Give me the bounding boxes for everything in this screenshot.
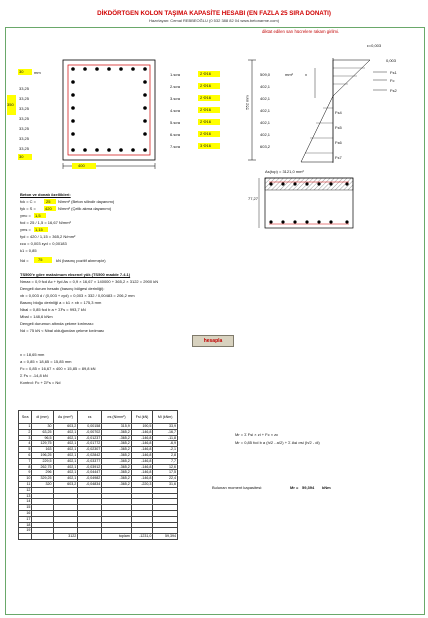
table-cell: 10 [19, 476, 32, 482]
calc-line-2: Nmax = 0,9 fcd Ac + fyd As = 0,9 × 16,67 × 140000 + 365,2 × 3122 = 2900 kN [20, 279, 159, 284]
row-spacing-3: 33,25 [19, 96, 30, 101]
table-cell: 22,4 [153, 476, 178, 482]
table-cell: -365,2 [102, 458, 132, 464]
table-cell: 402,1 [53, 435, 78, 441]
table-cell: -146,8 [131, 452, 153, 458]
hesapla-button[interactable]: hesapla [192, 335, 234, 347]
row-bars-7-input[interactable]: 3 Φ16 [198, 143, 220, 149]
gamma-c-label: γmc = [20, 213, 31, 218]
table-cell: 190,5 [131, 424, 153, 430]
rows-table [18, 410, 178, 540]
table-cell: -0,01237 [78, 435, 102, 441]
table-cell: -146,8 [131, 464, 153, 470]
table-cell: 96,5 [32, 435, 53, 441]
mm-unit: mm [34, 70, 41, 75]
table-cell: -365,2 [102, 435, 132, 441]
row-bars-5-input[interactable]: 2 Φ16 [198, 119, 220, 125]
row-area-3: 402,1 [260, 96, 271, 101]
table-cell: 2 [19, 429, 32, 435]
fyk-unit: N/mm² (Çelik akma dayanımı) [58, 206, 112, 211]
row-spacing-6: 33,25 [19, 126, 30, 131]
table-cell: -0,04834 [78, 481, 102, 487]
row-spacing-4: 33,25 [19, 106, 30, 111]
row-label-3: 3.sıra [170, 96, 181, 101]
mr-unit: kNm [322, 485, 331, 490]
table-cell: 31,6 [153, 481, 178, 487]
row-label-7: 7.sıra [170, 144, 181, 149]
table-cell: -16,7 [153, 429, 178, 435]
table-cell: 402,1 [53, 476, 78, 482]
table-cell: 2,8 [153, 452, 178, 458]
calc-line-12: Fc = 0,85 × 16,67 × 400 × 15,85 = 89,8 kN [20, 366, 96, 371]
col-header: εs [78, 411, 102, 424]
table-cell: 320 [32, 481, 53, 487]
row-label-1: 1.sıra [170, 72, 181, 77]
table-cell: -146,8 [131, 429, 153, 435]
table-cell: 63,25 [32, 429, 53, 435]
row-label-5: 5.sıra [170, 120, 181, 125]
row-spacing-5: 33,25 [19, 116, 30, 121]
col-header: Mi (kNm) [153, 411, 178, 424]
calc-line-9: Nd = 75 kN < Nbal olduğundan çekme kırılması [20, 328, 105, 333]
rebars [71, 67, 147, 152]
row-area-4: 402,1 [260, 108, 271, 113]
calc-line-1: TS500'e göre maksimum eksenel yük (TS500 madde 7.4.1) [20, 272, 131, 277]
gamma-c-input[interactable]: 1,5 [34, 213, 46, 218]
total-as: 3122 [53, 534, 78, 540]
calc-line-7: Mbal = 148,6 kNm [20, 314, 53, 319]
stress-dim-label: 77,27 [248, 196, 259, 201]
table-cell: -0,02307 [78, 447, 102, 453]
table-cell: -0,04982 [78, 476, 102, 482]
nd-input[interactable]: 75 [34, 257, 52, 263]
table-cell: -146,8 [131, 441, 153, 447]
total-label: toplam [102, 534, 132, 540]
table-cell: 163 [32, 447, 53, 453]
total-fs: -1231,0 [131, 534, 153, 540]
table-cell: 30 [32, 424, 53, 430]
table-cell: -365,2 [102, 429, 132, 435]
row-bars-4-input[interactable]: 2 Φ16 [198, 107, 220, 113]
table-cell: -365,2 [102, 470, 132, 476]
mr-label: Mr = [290, 485, 299, 490]
materials-heading: Beton ve donatı özellikleri: [20, 192, 71, 197]
fyk-input[interactable]: 420 [44, 206, 56, 211]
table-cell: 18 [19, 522, 32, 528]
table-cell: 296 [32, 470, 53, 476]
table-cell: 11 [19, 481, 32, 487]
table-cell: 0,00158 [78, 424, 102, 430]
page-subtitle: Hazırlayan: Cemal REBBEOĞLU (0 532 388 82 04 www.betonarme.com) [148, 18, 280, 23]
force-label-fs5: Fs5 [335, 125, 342, 130]
k1-line: k1 = 0,85 [20, 248, 37, 253]
table-cell: -365,2 [102, 452, 132, 458]
table-cell: 5 [19, 447, 32, 453]
strain-top-label: ε=0,003 [367, 43, 382, 48]
neutral-axis-label: x [305, 72, 307, 77]
table-cell: 12,6 [153, 464, 178, 470]
row-bars-3-input[interactable]: 2 Φ16 [198, 95, 220, 101]
table-cell: 402,1 [53, 429, 78, 435]
summary-label: Bulunan moment kapasitesi: [212, 485, 263, 490]
gamma-s-input[interactable]: 1,15 [34, 227, 48, 232]
cover-top-input[interactable]: 30 [18, 69, 32, 75]
col-header: Sıra [19, 411, 32, 424]
force-label-fs7: Fs7 [335, 155, 342, 160]
table-cell: -0,03377 [78, 458, 102, 464]
ecu-line: εcu = 0,003 εyd = 0,00183 [20, 241, 67, 246]
stress-block-drawing [255, 168, 365, 238]
table-cell: 16 [19, 510, 32, 516]
table-cell: -365,2 [102, 441, 132, 447]
ecu-label: 0,003 [386, 58, 397, 63]
table-cell: 402,1 [53, 452, 78, 458]
force-label-fs6: Fs6 [335, 140, 342, 145]
table-header-row [19, 411, 178, 424]
tension-strain [301, 96, 333, 162]
table-cell: 14 [19, 499, 32, 505]
table-total-row [19, 534, 178, 540]
depth-label: 552 mm [244, 95, 250, 110]
nd-label: Nd = [20, 258, 29, 263]
compression-strain [333, 60, 370, 96]
table-cell: 4 [19, 441, 32, 447]
table-cell: 229,5 [32, 458, 53, 464]
table-cell: -365,2 [102, 447, 132, 453]
calc-line-6: Nbal = 0,85 fcd b a + ΣFs = 993,7 kN [20, 307, 86, 312]
table-cell: 1 [19, 424, 32, 430]
row-area-5: 402,1 [260, 120, 271, 125]
force-label-fc: Fc [390, 78, 395, 83]
table-cell: 402,1 [53, 458, 78, 464]
row-spacing-7: 33,25 [19, 136, 30, 141]
row-area-7: 603,2 [260, 144, 271, 149]
height-input[interactable]: 350 [7, 95, 16, 115]
table-cell: -0,04447 [78, 470, 102, 476]
table-cell: 12 [19, 487, 32, 493]
calc-line-10: x = 18,65 mm [20, 352, 45, 357]
table-cell: -11,8 [153, 435, 178, 441]
stirrup [68, 65, 150, 155]
row-bars-2-input[interactable]: 2 Φ16 [198, 83, 220, 89]
area-unit: mm² [285, 72, 293, 77]
calc-line-8: Dengeli durumun altında çekme kırılması: [20, 321, 94, 326]
table-cell: -365,2 [102, 464, 132, 470]
force-label-fs2: Fs2 [390, 88, 397, 93]
table-cell: -365,2 [102, 476, 132, 482]
fyk-label: fyk = S = [20, 206, 36, 211]
table-cell: 262,75 [32, 464, 53, 470]
result-line-2: Mr = 0,85 fcd b a (h/2 - a/2) + Σ Asi σsi (h/2 - di) [235, 440, 320, 445]
result-line-1: Mr = Σ Fsi × zi + Fc × zc [235, 432, 279, 437]
table-cell: 402,1 [53, 470, 78, 476]
table-cell: -0,00702 [78, 429, 102, 435]
table-cell: 33,9 [153, 424, 178, 430]
table-cell: 603,2 [53, 424, 78, 430]
fck-unit: N/mm² (Beton silindir dayanımı) [58, 199, 115, 204]
table-cell: -146,8 [131, 470, 153, 476]
col-header: σs (N/mm²) [102, 411, 132, 424]
calc-line-14: Kontrol: Fc + ΣFs = Nd [20, 380, 61, 385]
input-note: diktat edilen sarı hücrelere rakam girilmi. [262, 29, 340, 34]
row-area-2: 402,1 [260, 84, 271, 89]
col-header: di (mm) [32, 411, 53, 424]
column-outline [63, 60, 155, 160]
calc-line-4: xb = 0,003 d / (0,003 + εyd) = 0,003 × 332 / 0,00483 = 206,2 mm [20, 293, 135, 298]
table-cell: 9 [19, 470, 32, 476]
row-spacing-8: 33,25 [19, 146, 30, 151]
page-title: DİKDÖRTGEN KOLON TAŞIMA KAPASİTE HESABI (EN FAZLA 25 SIRA DONATI) [97, 10, 331, 17]
cover-bottom-input[interactable]: 30 [18, 154, 32, 160]
col-header: Fsi (kN) [131, 411, 153, 424]
col-header: As (mm²) [53, 411, 78, 424]
row-spacing-2: 33,25 [19, 86, 30, 91]
table-cell: 7 [19, 458, 32, 464]
gamma-s-label: γms = [20, 227, 31, 232]
table-cell: 315,9 [102, 424, 132, 430]
calc-line-5: Basınç bloğu derinliği a = k1 × xb = 175,3 mm [20, 300, 102, 305]
table-cell: 17,5 [153, 470, 178, 476]
table-cell: 6 [19, 452, 32, 458]
table-cell: -0,03912 [78, 464, 102, 470]
table-cell: -6,9 [153, 441, 178, 447]
force-label-fs1: Fs1 [390, 70, 397, 75]
table-cell: -146,8 [131, 458, 153, 464]
calc-line-13: Σ Fs = -14,8 kN [20, 373, 48, 378]
table-cell: -0,01772 [78, 441, 102, 447]
table-cell: 3 [19, 435, 32, 441]
nd-unit: kN (basınç pozitif alınmıştır) [56, 258, 106, 263]
total-m: 59,394 [153, 534, 178, 540]
fcd-line: fcd = 25 / 1,5 = 16,67 N/mm² [20, 220, 71, 225]
table-cell: -220,3 [131, 481, 153, 487]
row-bars-1-input[interactable]: 2 Φ16 [198, 71, 220, 77]
row-label-6: 6.sıra [170, 132, 181, 137]
table-cell: 7,7 [153, 458, 178, 464]
table-cell: 196,25 [32, 452, 53, 458]
row-area-6: 402,1 [260, 132, 271, 137]
fck-input[interactable]: 25 [44, 199, 56, 204]
table-cell: -365,2 [102, 481, 132, 487]
table-cell: -146,8 [131, 435, 153, 441]
table-cell: 19 [19, 528, 32, 534]
table-cell: 603,2 [53, 481, 78, 487]
force-label-fs4: Fs4 [335, 110, 342, 115]
as-top-label: As(top) = 3121,0 mm² [265, 169, 304, 174]
fyd-line: fyd = 420 / 1,15 = 365,2 N/mm² [20, 234, 76, 239]
table-cell: -0,02842 [78, 452, 102, 458]
table-cell: -146,8 [131, 476, 153, 482]
table-cell: 129,75 [32, 441, 53, 447]
calc-line-3: Dengeli durum hesabı (basınç bölgesi derinliği): [20, 286, 105, 291]
width-input[interactable]: 400 [72, 163, 96, 169]
row-label-2: 2.sıra [170, 84, 181, 89]
mr-value: 59,394 [302, 485, 315, 490]
fck-label: fck = C = [20, 199, 37, 204]
row-label-4: 4.sıra [170, 108, 181, 113]
table-cell: 13 [19, 493, 32, 499]
calc-line-11: a = 0,85 × 18,65 = 15,85 mm [20, 359, 72, 364]
table-cell: 402,1 [53, 464, 78, 470]
table-cell: 8 [19, 464, 32, 470]
table-cell: -2,1 [153, 447, 178, 453]
table-cell: 15 [19, 505, 32, 511]
row-bars-6-input[interactable]: 2 Φ16 [198, 131, 220, 137]
table-cell: -146,8 [131, 447, 153, 453]
table-cell: 17 [19, 516, 32, 522]
table-cell: 402,1 [53, 447, 78, 453]
row-area-1: 509,0 [260, 72, 271, 77]
table-cell: 402,1 [53, 441, 78, 447]
table-cell: 329,25 [32, 476, 53, 482]
